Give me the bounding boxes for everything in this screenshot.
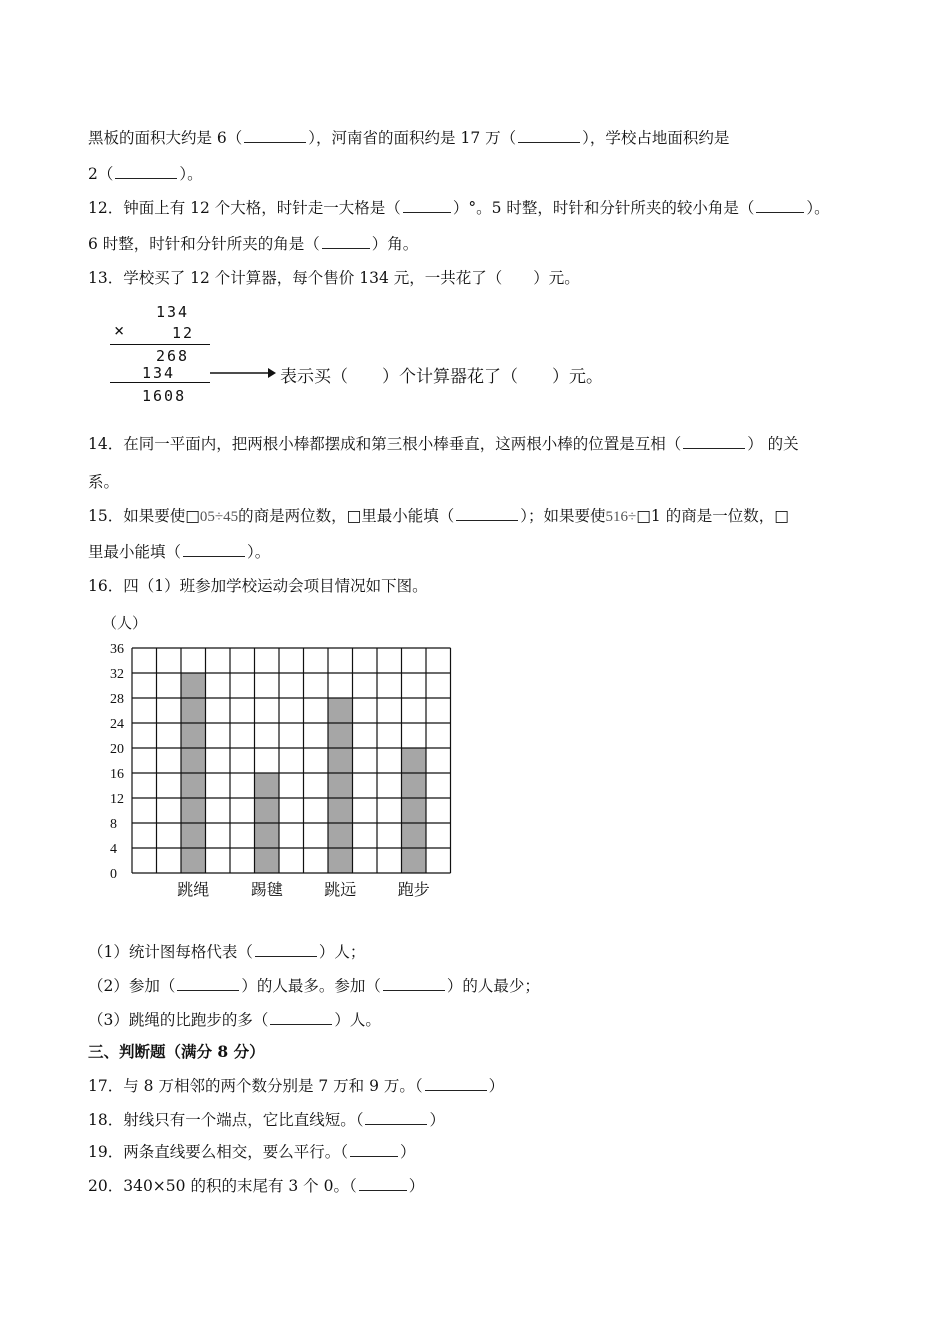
q16-blank-3[interactable] — [383, 976, 445, 991]
q18 — [88, 1110, 445, 1130]
q16-sub3 — [88, 1010, 381, 1030]
q15-line2 — [88, 542, 270, 562]
q18-close: ） — [429, 1111, 445, 1129]
q11-text-e: ）。 — [179, 165, 203, 183]
q15-blank-2[interactable] — [183, 542, 245, 557]
calc-result: 1608 — [142, 387, 187, 405]
q20 — [88, 1176, 424, 1196]
q12-text-e: ）角。 — [371, 235, 419, 253]
q19-blank[interactable] — [350, 1142, 398, 1157]
chart-category-label: 跳绳 — [177, 880, 210, 899]
calc-partial-1: 268 — [156, 347, 190, 365]
q14-text-a: 14．在同一平面内，把两根小棒都摆成和第三根小棒垂直，这两根小棒的位置是互相（ — [88, 435, 682, 453]
q12-text-c: ）。 — [806, 199, 830, 217]
q15-text-c: ）；如果要使 — [520, 507, 606, 525]
arrow-icon — [210, 367, 276, 379]
chart-y-tick-label: 8 — [110, 817, 117, 832]
calc-rule-1 — [110, 344, 210, 345]
q16-sub1-a: （1）统计图每格代表（ — [88, 943, 253, 961]
chart-category-label: 踢毽 — [250, 880, 283, 899]
q16-sub2-b: ）的人最多。参加（ — [241, 977, 381, 995]
q16-text: 16．四（1）班参加学校运动会项目情况如下图。 — [88, 577, 428, 595]
q20-text: 20．340×50 的积的末尾有 3 个 0。（ — [88, 1177, 357, 1195]
q15-text-f: ）。 — [247, 543, 271, 561]
q15-text-a: 15．如果要使□ — [88, 507, 200, 525]
chart-y-tick-label: 28 — [110, 692, 124, 707]
q12-line2 — [88, 234, 418, 254]
q15-text-e: 里最小能填（ — [88, 543, 182, 561]
bar-chart — [100, 610, 500, 910]
q18-text: 18．射线只有一个端点，它比直线短。（ — [88, 1111, 364, 1129]
q11-line2 — [88, 164, 203, 184]
q14-line1 — [88, 434, 799, 454]
q17-blank[interactable] — [425, 1076, 487, 1091]
calc-times-sign: × — [114, 321, 127, 341]
q11-text-a: 黑板的面积大约是 6（ — [88, 129, 243, 147]
chart-y-tick-label: 4 — [110, 842, 117, 857]
chart-y-tick-label: 36 — [110, 642, 124, 657]
q11-blank-1[interactable] — [244, 128, 306, 143]
q16-sub1 — [88, 942, 365, 962]
q16-blank-2[interactable] — [177, 976, 239, 991]
chart-y-tick-label: 24 — [110, 717, 124, 732]
q13-text: 13．学校买了 12 个计算器，每个售价 134 元，一共花了（ ）元。 — [88, 269, 580, 287]
q16-sub2 — [88, 976, 540, 996]
q12-blank-1[interactable] — [403, 198, 451, 213]
chart-category-label: 跑步 — [397, 880, 430, 899]
q20-blank[interactable] — [359, 1176, 407, 1191]
chart-ylabel: （人） — [102, 614, 148, 632]
q14-line2: 系。 — [88, 473, 120, 491]
q15-text-b: 的商是两位数，□里最小能填（ — [238, 507, 455, 525]
q16-sub3-a: （3）跳绳的比跑步的多（ — [88, 1011, 269, 1029]
q16-blank-1[interactable] — [255, 942, 317, 957]
calc-partial-2: 134 — [142, 364, 176, 382]
q18-blank[interactable] — [365, 1110, 427, 1125]
calc-multiplicand: 134 — [156, 303, 190, 321]
q17 — [88, 1076, 504, 1096]
calc-rule-2 — [110, 382, 210, 383]
q15-line1 — [88, 506, 789, 527]
calc-multiplier: 12 — [172, 324, 195, 342]
q16-sub2-a: （2）参加（ — [88, 977, 176, 995]
chart-y-tick-label: 0 — [110, 867, 117, 882]
q11-text-b: ），河南省的面积约是 17 万（ — [308, 129, 517, 147]
q19-text: 19．两条直线要么相交，要么平行。（ — [88, 1143, 348, 1161]
q16-blank-4[interactable] — [270, 1010, 332, 1025]
chart-y-tick-label: 12 — [110, 792, 124, 807]
q12-blank-2[interactable] — [756, 198, 804, 213]
q15-text-d: □1 的商是一位数，□ — [636, 507, 789, 525]
chart-bar-4 — [402, 748, 427, 873]
q17-close: ） — [488, 1077, 505, 1095]
chart-category-label: 跳远 — [324, 880, 357, 899]
q15-expr-2: 516÷ — [605, 509, 637, 525]
q11-blank-3[interactable] — [115, 164, 177, 179]
q15-blank-1[interactable] — [456, 506, 518, 521]
q16-sub1-b: ）人； — [318, 943, 366, 961]
q14-text-b: ） 的关 — [747, 435, 799, 453]
chart-y-tick-label: 20 — [110, 742, 124, 757]
q17-text: 17．与 8 万相邻的两个数分别是 7 万和 9 万。（ — [88, 1077, 423, 1095]
calc-note: 表示买（ ）个计算器花了（ ）元。 — [280, 367, 603, 387]
vertical-multiplication — [108, 303, 668, 413]
q16-sub2-c: ）的人最少； — [446, 977, 540, 995]
q12-text-b: ）°。5 时整，时针和分针所夹的较小角是（ — [452, 199, 755, 217]
q12-text-a: 12．钟面上有 12 个大格，时针走一大格是（ — [88, 199, 401, 217]
q12-blank-3[interactable] — [322, 234, 370, 249]
q15-expr-1: 05÷45 — [199, 509, 239, 525]
chart-y-tick-label: 16 — [110, 767, 124, 782]
q11-blank-2[interactable] — [518, 128, 580, 143]
q19 — [88, 1142, 416, 1162]
bar-chart-svg — [100, 610, 500, 910]
q11-line1 — [88, 128, 729, 148]
q12-text-d: 6 时整，时针和分针所夹的角是（ — [88, 235, 320, 253]
q19-close: ） — [399, 1143, 416, 1161]
q20-close: ） — [408, 1177, 425, 1195]
q11-text-c: ），学校占地面积约是 — [582, 129, 730, 147]
chart-bar-3 — [328, 698, 353, 873]
chart-y-tick-label: 32 — [110, 667, 124, 682]
section-3-title: 三、判断题（满分 8 分） — [88, 1042, 265, 1061]
q11-text-d: 2（ — [88, 165, 114, 183]
q12-line1 — [88, 198, 830, 218]
q14-blank-1[interactable] — [683, 434, 745, 449]
q16-sub3-b: ）人。 — [334, 1011, 381, 1029]
